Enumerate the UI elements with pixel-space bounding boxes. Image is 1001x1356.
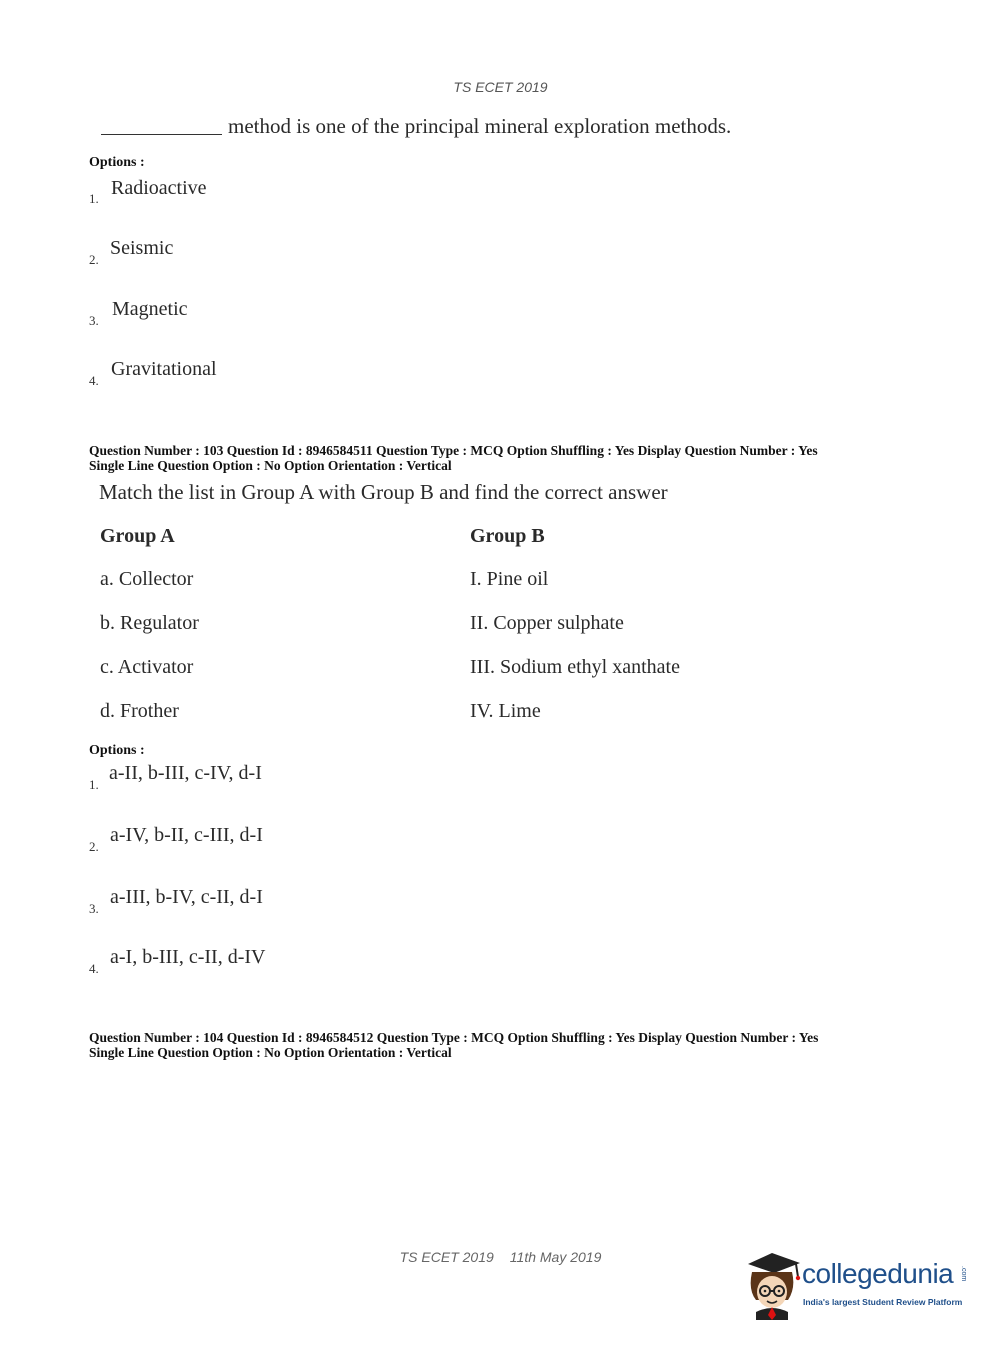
option-text: a-II, b-III, c-IV, d-I	[109, 762, 262, 784]
group-a-item: c. Activator	[100, 656, 194, 678]
group-a-heading: Group A	[100, 525, 175, 547]
collegedunia-logo	[742, 1250, 972, 1320]
option-number: 3.	[89, 313, 99, 328]
group-b-item: I. Pine oil	[470, 568, 549, 590]
group-a-item: b. Regulator	[100, 612, 199, 634]
option-text: Gravitational	[111, 358, 217, 380]
option-number: 1.	[89, 191, 99, 206]
option-text: Seismic	[110, 237, 174, 259]
question-meta-line: Single Line Question Option : No Option Orientation : Vertical	[89, 458, 452, 473]
option-text: Magnetic	[112, 298, 188, 320]
footer-date: 11th May 2019	[509, 1249, 602, 1265]
question-meta-line: Single Line Question Option : No Option Orientation : Vertical	[89, 1045, 452, 1060]
question-text: method is one of the principal mineral exploration methods.	[228, 114, 732, 138]
option-text: a-IV, b-II, c-III, d-I	[110, 824, 263, 846]
logo-com: .com	[960, 1266, 967, 1282]
option-number: 4.	[89, 373, 99, 388]
question-text: Match the list in Group A with Group B and find the correct answer	[99, 480, 668, 504]
options-label: Options :	[89, 743, 145, 758]
group-b-heading: Group B	[470, 525, 545, 547]
logo-wordmark: collegedunia	[802, 1258, 954, 1289]
page-header-title: TS ECET 2019	[453, 79, 548, 95]
fill-in-blank	[101, 134, 222, 135]
group-b-item: IV. Lime	[470, 700, 541, 722]
option-text: Radioactive	[111, 177, 207, 199]
option-number: 4.	[89, 961, 99, 976]
option-number: 3.	[89, 901, 99, 916]
group-b-item: II. Copper sulphate	[470, 612, 624, 634]
question-meta-line: Question Number : 103 Question Id : 8946584511 Question Type : MCQ Option Shuffling : Yes Display Question Number : Yes	[89, 443, 818, 458]
option-number: 2.	[89, 839, 99, 854]
footer-exam: TS ECET 2019	[399, 1249, 494, 1265]
option-text: a-III, b-IV, c-II, d-I	[110, 886, 263, 908]
group-a-item: d. Frother	[100, 700, 179, 722]
option-number: 1.	[89, 777, 99, 792]
group-b-item: III. Sodium ethyl xanthate	[470, 656, 680, 678]
options-label: Options :	[89, 155, 145, 170]
question-meta-line: Question Number : 104 Question Id : 8946584512 Question Type : MCQ Option Shuffling : Yes Display Question Number : Yes	[89, 1030, 819, 1045]
student-mascot-icon	[742, 1250, 804, 1320]
logo-tagline: India's largest Student Review Platform	[803, 1297, 963, 1307]
group-a-item: a. Collector	[100, 568, 194, 590]
option-number: 2.	[89, 252, 99, 267]
option-text: a-I, b-III, c-II, d-IV	[110, 946, 266, 968]
